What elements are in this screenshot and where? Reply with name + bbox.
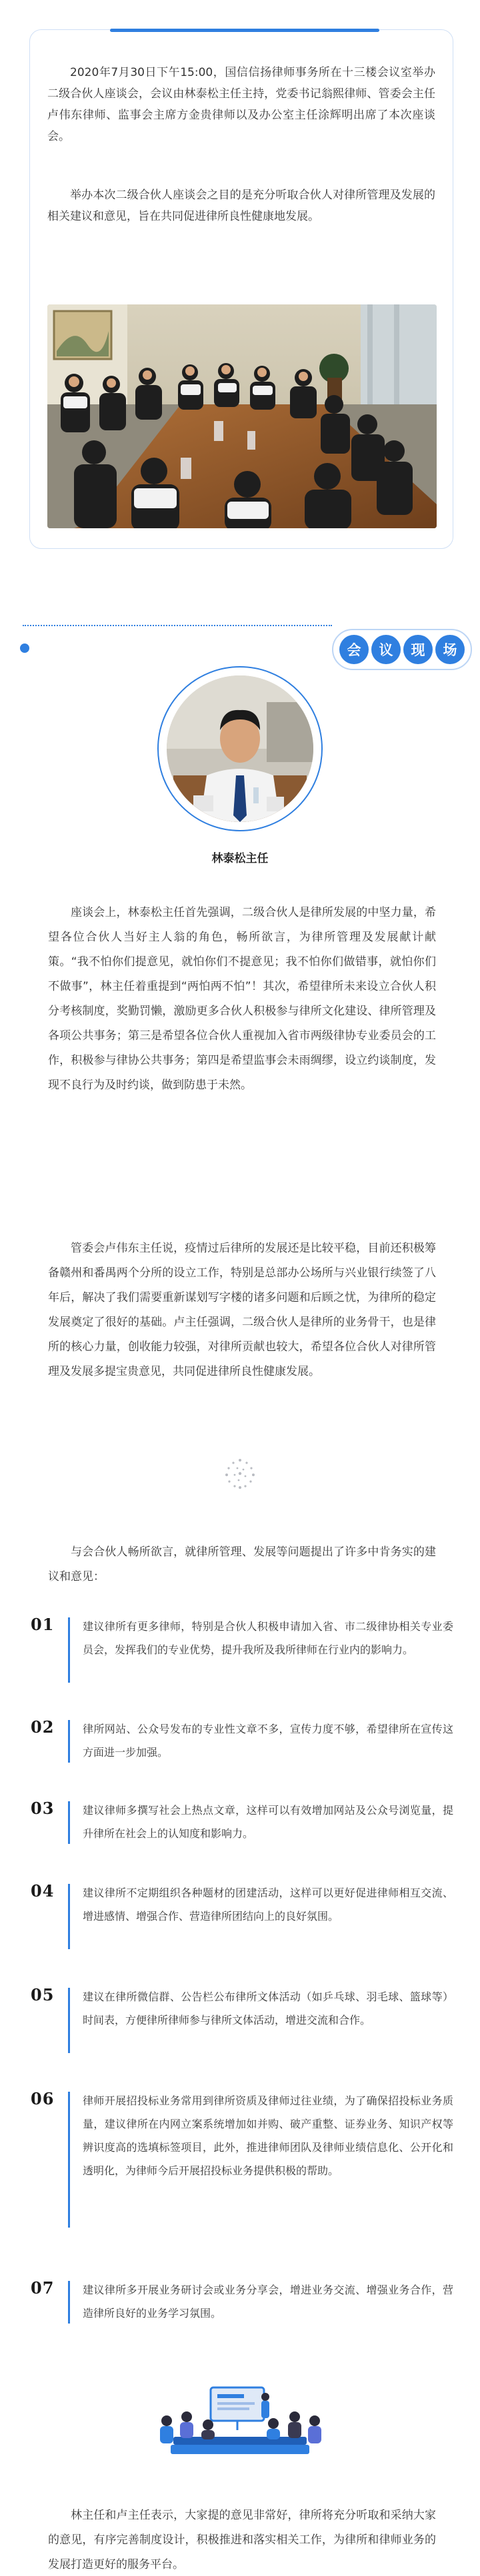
divider-ornament-icon xyxy=(224,1458,256,1490)
portrait-caption: 林泰松主任 xyxy=(211,852,269,865)
portrait-illustration xyxy=(167,675,313,822)
section-header-badge xyxy=(332,629,472,670)
suggestion-bar xyxy=(68,2281,70,2324)
suggestion-number: 03 xyxy=(31,1799,55,1818)
intro-paragraph-2: 举办本次二级合伙人座谈会之目的是充分听取合伙人对律所管理及发展的相关建议和意见，旨在共同促进律所良性健康地发展。 xyxy=(47,189,435,223)
intro-card xyxy=(29,29,453,549)
suggestion-number: 07 xyxy=(31,2278,55,2298)
intro-paragraph-1: 2020年7月30日下午15:00，国信信扬律师事务所在十三楼会议室举办二级合伙人座谈会，会议由林泰松主任主持，党委书记翁熙律师、管委会主任卢伟东律师、监事会主席方金贵律师以及办公室主任涂辉明出席了本次座谈会。 xyxy=(47,66,435,143)
meeting-photo-illustration xyxy=(47,304,437,528)
suggestion-text: 建议律所多开展业务研讨会或业务分享会，增进业务交流、增强业务合作，营造律所良好的业务学习氛围。 xyxy=(83,2284,453,2320)
suggestion-text: 建议律师多撰写社会上热点文章，这样可以有效增加网站及公众号浏览量，提升律所在社会上的认知度和影响力。 xyxy=(83,1804,453,1840)
section-header-char: 议 xyxy=(371,635,401,664)
portrait-photo xyxy=(167,675,313,822)
meeting-team-illustration xyxy=(147,2383,333,2458)
body-paragraph-2: 管委会卢伟东主任说，疫情过后律所的发展还是比较平稳，目前还积极筹备赣州和番禺两个分所的设立工作，特别是总部办公场所与兴业银行续签了八年后，解决了我们需要重新谋划写字楼的诸多问题和后顾之忧，为律所的稳定发展奠定了很好的基础。卢主任强调，二级合伙人是律所的业务骨干，也是律所的核心力量，创收能力较强，对律所贡献也较大，希望各位合伙人对律所管理及发展多提宝贵意见，共同促进律所良性健康发展。 xyxy=(48,1242,436,1378)
meeting-photo xyxy=(47,304,437,528)
suggestion-text: 建议律所不定期组织各种题材的团建活动，这样可以更好促进律师相互交流、增进感情、增强合作、营造律所团结向上的良好氛围。 xyxy=(83,1887,453,1923)
body-paragraph-1: 座谈会上，林泰松主任首先强调，二级合伙人是律所发展的中坚力量，希望各位合伙人当好主人翁的角色，畅所欲言，为律所管理及发展献计献策。“我不怕你们提意见，就怕你们不提意见；我不怕你们做错事，就怕你们不做事”，林主任着重提到“两怕两不怕”！其次，希望律所未来设立合伙人积分考核制度，奖勤罚懒，激励更多合伙人积极参与律所文化建设、律所管理及各项公共事务；第三是希望各位合伙人重视加入省市两级律协专业委员会的工作，积极参与律协公共事务；第四是希望监事会未雨绸缪，设立约谈制度，发现不良行为及时约谈，做到防患于未然。 xyxy=(48,906,436,1092)
suggestion-text: 律所网站、公众号发布的专业性文章不多，宣传力度不够，希望律所在宣传这方面进一步加强。 xyxy=(83,1723,453,1759)
suggestion-number: 05 xyxy=(31,1985,55,2004)
section-header-char: 会 xyxy=(339,635,369,664)
suggestion-bar xyxy=(68,1884,70,1949)
suggestion-bar xyxy=(68,1988,70,2053)
section-header-char: 场 xyxy=(435,635,465,664)
closing-paragraph: 林主任和卢主任表示，大家提的意见非常好，律所将充分听取和采纳大家的意见，有序完善制度设计，积极推进和落实相关工作，为律所和律师业务的发展打造更好的服务平台。 xyxy=(48,2509,436,2571)
suggestion-bar xyxy=(68,1801,70,1844)
suggestion-text: 建议在律所微信群、公告栏公布律所文体活动（如乒乓球、羽毛球、篮球等）时间表，方便律所律师参与律所文体活动，增进交流和合作。 xyxy=(83,1990,453,2026)
intro-card-accent-bar xyxy=(110,29,379,32)
body-paragraph-3: 与会合伙人畅所欲言，就律所管理、发展等问题提出了许多中肯务实的建议和意见： xyxy=(48,1545,436,1583)
suggestion-number: 04 xyxy=(31,1881,55,1901)
suggestion-bar xyxy=(68,1617,70,1683)
suggestion-number: 01 xyxy=(31,1615,55,1634)
suggestion-text: 建议律所有更多律师，特别是合伙人积极申请加入省、市二级律协相关专业委员会，发挥我们的专业优势，提升我所及我所律师在行业内的影响力。 xyxy=(83,1620,453,1656)
section-header-char: 现 xyxy=(403,635,433,664)
suggestion-number: 02 xyxy=(31,1717,55,1737)
section-header-dotted-line xyxy=(23,625,332,626)
suggestion-bar xyxy=(68,2092,70,2228)
suggestion-bar xyxy=(68,1720,70,1763)
suggestion-number: 06 xyxy=(31,2089,55,2108)
suggestion-text: 律师开展招投标业务常用到律所资质及律师过往业绩，为了确保招投标业务质量，建议律所在内网立案系统增加如并购、破产重整、证券业务、知识产权等辨识度高的选填标签项目，此外，推进律师团队及律师业绩信息化、公开化和透明化，为律师今后开展招投标业务提供积极的帮助。 xyxy=(83,2094,453,2177)
section-header-dot xyxy=(20,644,29,653)
